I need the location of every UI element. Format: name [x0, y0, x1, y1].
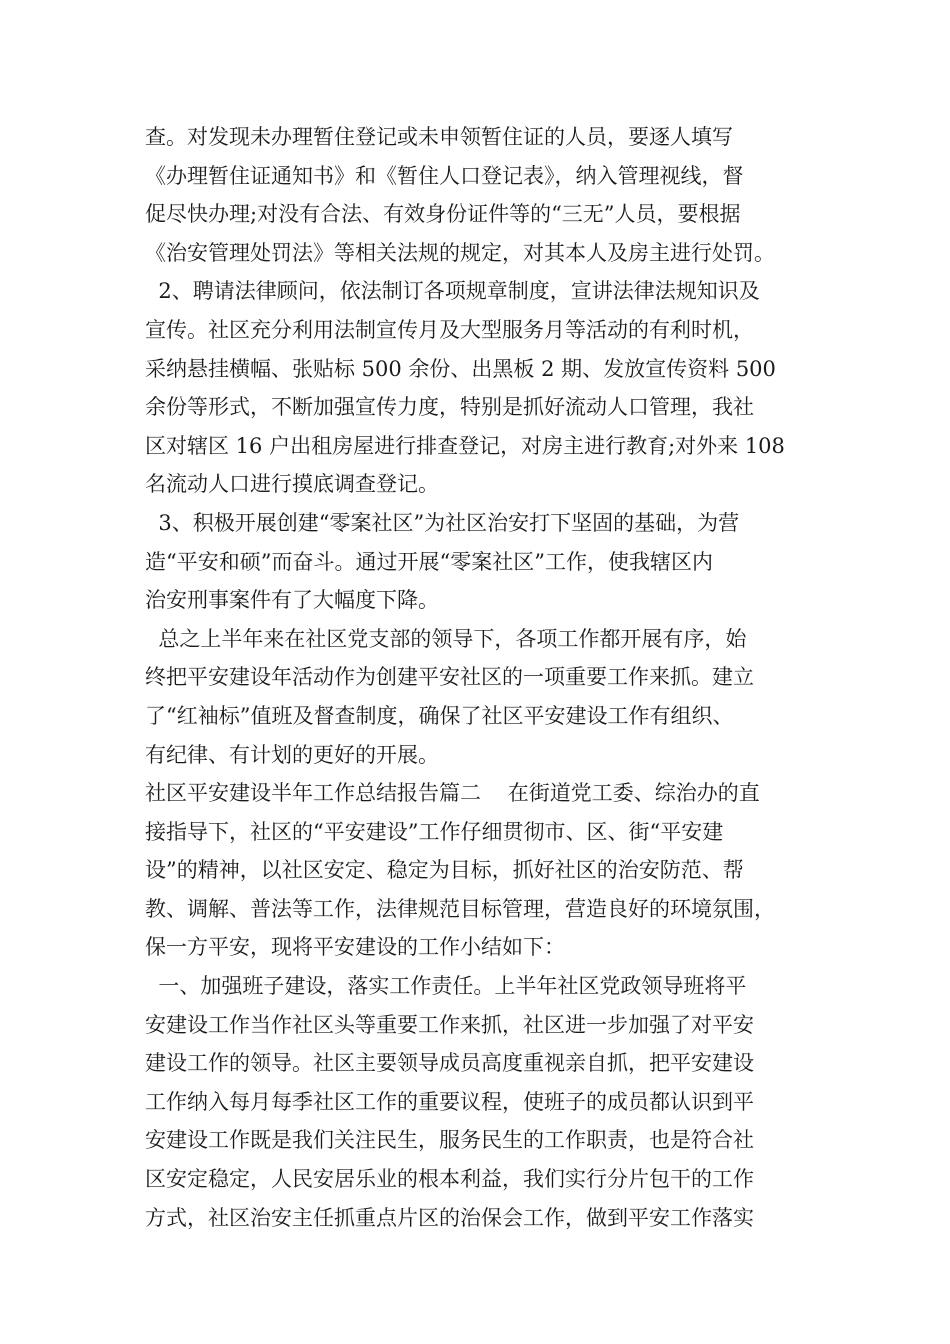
text-line: 建设工作的领导。社区主要领导成员高度重视亲自抓，把平安建设: [145, 1051, 754, 1076]
text-line: 2、聘请法律顾问，依法制订各项规章制度，宣讲法律法规知识及: [145, 279, 760, 304]
paragraph: [145, 272, 810, 504]
text-line: 保一方平安，现将平安建设的工作小结如下：: [145, 935, 565, 960]
text-line: 安建设工作既是我们关注民生，服务民生的工作职责，也是符合社: [145, 1128, 754, 1153]
text-line: 查。对发现未办理暂住登记或未申领暂住证的人员，要逐人填写: [145, 125, 733, 149]
text-line: 采纳悬挂横幅、张贴标 500 余份、出黑板 2 期、发放宣传资料 500: [145, 356, 776, 381]
text-line: 《办理暂住证通知书》和《暂住人口登记表》，纳入管理视线，督: [145, 163, 744, 188]
text-line: 教、调解、普法等工作，法律规范目标管理，营造良好的环境氛围，: [145, 896, 775, 921]
text-line: 社区平安建设半年工作总结报告篇二 在街道党工委、综治办的直: [145, 781, 760, 806]
text-line: 安建设工作当作社区头等重要工作来抓，社区进一步加强了对平安: [145, 1012, 754, 1037]
text-line: 名流动人口进行摸底调查登记。: [145, 472, 439, 497]
document-body: [145, 118, 810, 1237]
text-line: 区对辖区 16 户出租房屋进行排查登记，对房主进行教育;对外来 108: [145, 433, 785, 458]
text-line: 总之上半年来在社区党支部的领导下，各项工作都开展有序，始: [145, 626, 747, 651]
text-line: 区安定稳定，人民安居乐业的根本利益，我们实行分片包干的工作: [145, 1167, 754, 1192]
paragraph: [145, 774, 810, 967]
text-line: 一、加强班子建设，落实工作责任。上半年社区党政领导班将平: [145, 974, 747, 999]
text-line: 工作纳入每月每季社区工作的重要议程，使班子的成员都认识到平: [145, 1089, 754, 1114]
paragraph: [145, 620, 810, 774]
text-line: 《治安管理处罚法》等相关法规的规定，对其本人及房主进行处罚。: [145, 240, 775, 265]
text-line: 宣传。社区充分利用法制宣传月及大型服务月等活动的有利时机，: [145, 317, 754, 342]
text-line: 有纪律、有计划的更好的开展。: [145, 742, 439, 767]
text-line: 终把平安建设年活动作为创建平安社区的一项重要工作来抓。建立: [145, 665, 754, 690]
paragraph: [145, 118, 810, 272]
paragraph: [145, 504, 810, 620]
text-line: 了“红袖标”值班及督查制度，确保了社区平安建设工作有组织、: [145, 703, 734, 728]
text-line: 接指导下，社区的“平安建设”工作仔细贯彻市、区、街“平安建: [145, 819, 724, 844]
text-line: 治安刑事案件有了大幅度下降。: [145, 588, 439, 613]
text-line: 3、积极开展创建“零案社区”为社区治安打下坚固的基础，为营: [145, 510, 740, 535]
text-line: 设”的精神，以社区安定、稳定为目标，抓好社区的治安防范、帮: [145, 858, 744, 883]
text-line: 方式，社区治安主任抓重点片区的治保会工作，做到平安工作落实: [145, 1205, 754, 1230]
text-line: 余份等形式，不断加强宣传力度，特别是抓好流动人口管理，我社: [145, 395, 754, 420]
text-line: 促尽快办理;对没有合法、有效身份证件等的“三无”人员，要根据: [145, 202, 741, 227]
text-line: 造“平安和硕”而奋斗。通过开展“零案社区”工作，使我辖区内: [145, 549, 713, 574]
paragraph: [145, 967, 810, 1237]
